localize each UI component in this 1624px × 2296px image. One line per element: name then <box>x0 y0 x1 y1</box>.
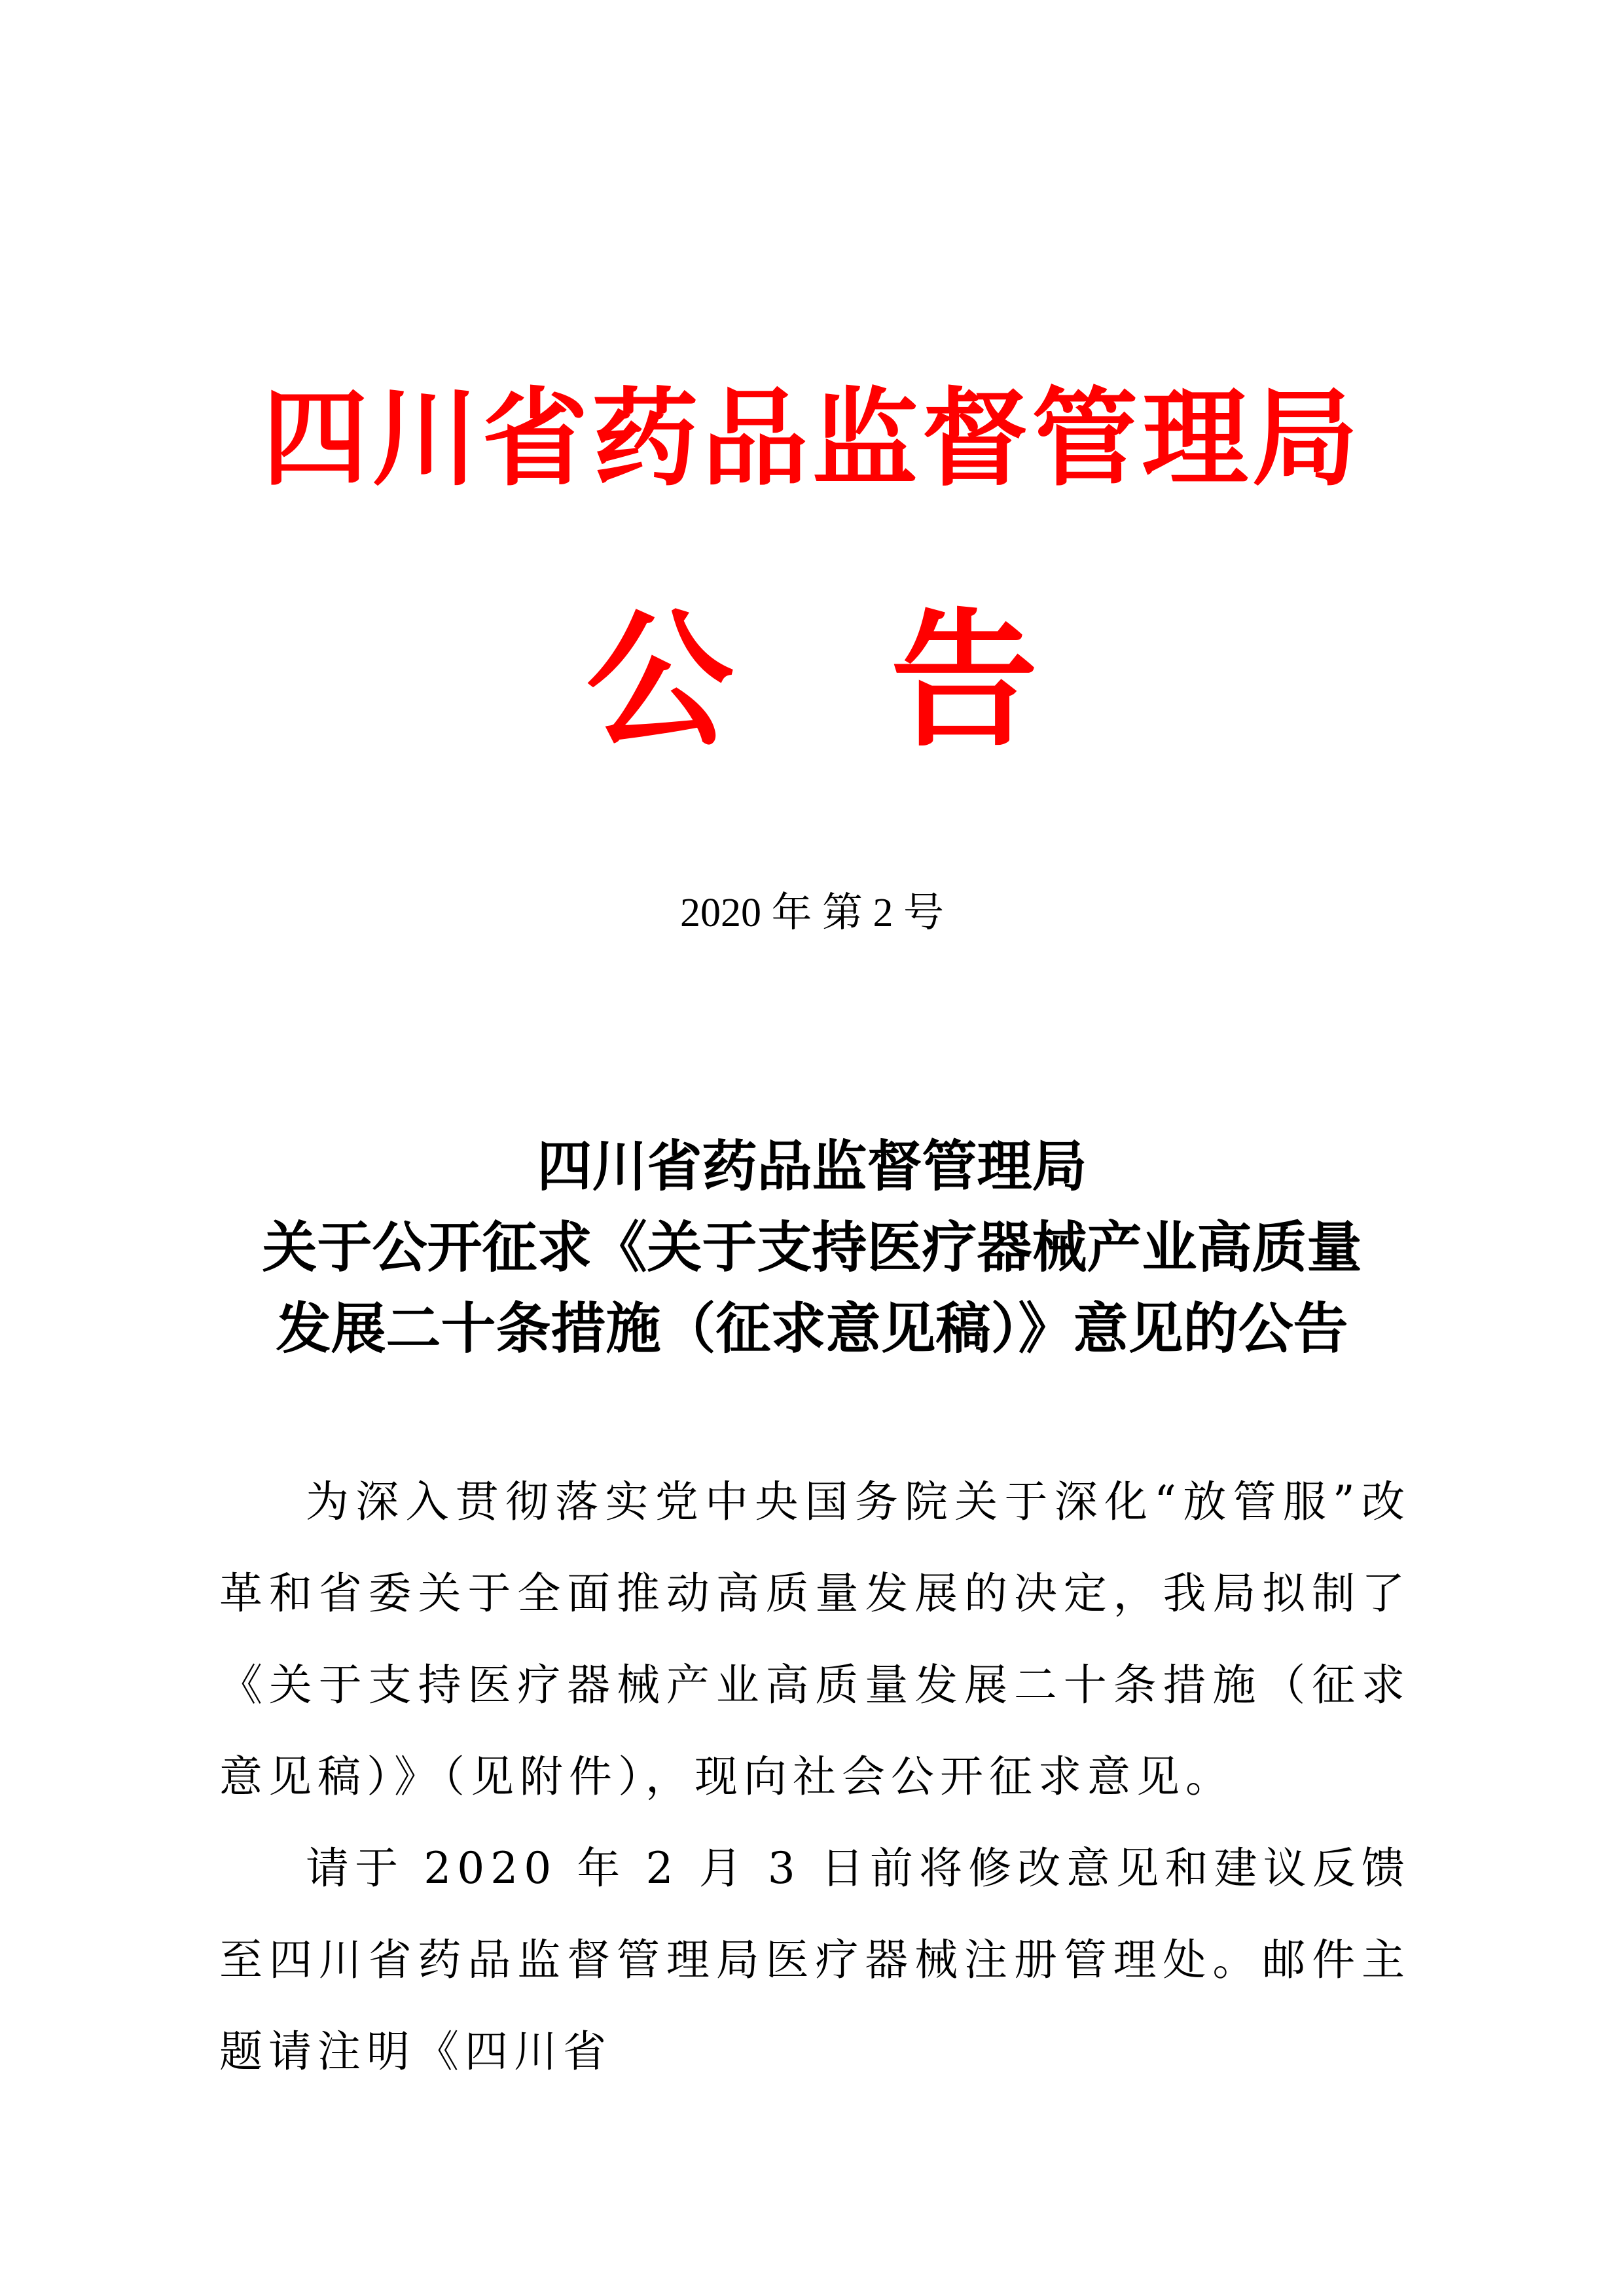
announcement-char-2: 告 <box>890 594 1038 767</box>
document-title <box>0 1126 1624 1369</box>
title-line-3: 发展二十条措施（征求意见稿）》意见的公告 <box>276 1296 1348 1361</box>
issuing-organization-header: 四川省药品监督管理局 <box>262 376 1362 501</box>
document-number: 2020 年 第 2 号 <box>679 891 944 935</box>
body-paragraph-2: 请于 2020 年 2 月 3 日前将修改意见和建议反馈至四川省药品监督管理局医疗器械注册管理处。邮件主题请注明《四川省 <box>219 1843 1411 2077</box>
title-line-2: 关于公开征求《关于支持医疗器械产业高质量 <box>262 1215 1362 1280</box>
announcement-header <box>0 596 1624 766</box>
announcement-char-1: 公 <box>586 594 734 767</box>
title-line-1: 四川省药品监督管理局 <box>537 1134 1087 1198</box>
body-paragraph-1: 为深入贯彻落实党中央国务院关于深化“放管服”改革和省委关于全面推动高质量发展的决定，我局拟制了《关于支持医疗器械产业高质量发展二十条措施（征求意见稿）》（见附件），现向社会公开征求意见。 <box>219 1477 1411 1802</box>
document-body <box>219 1456 1411 2098</box>
